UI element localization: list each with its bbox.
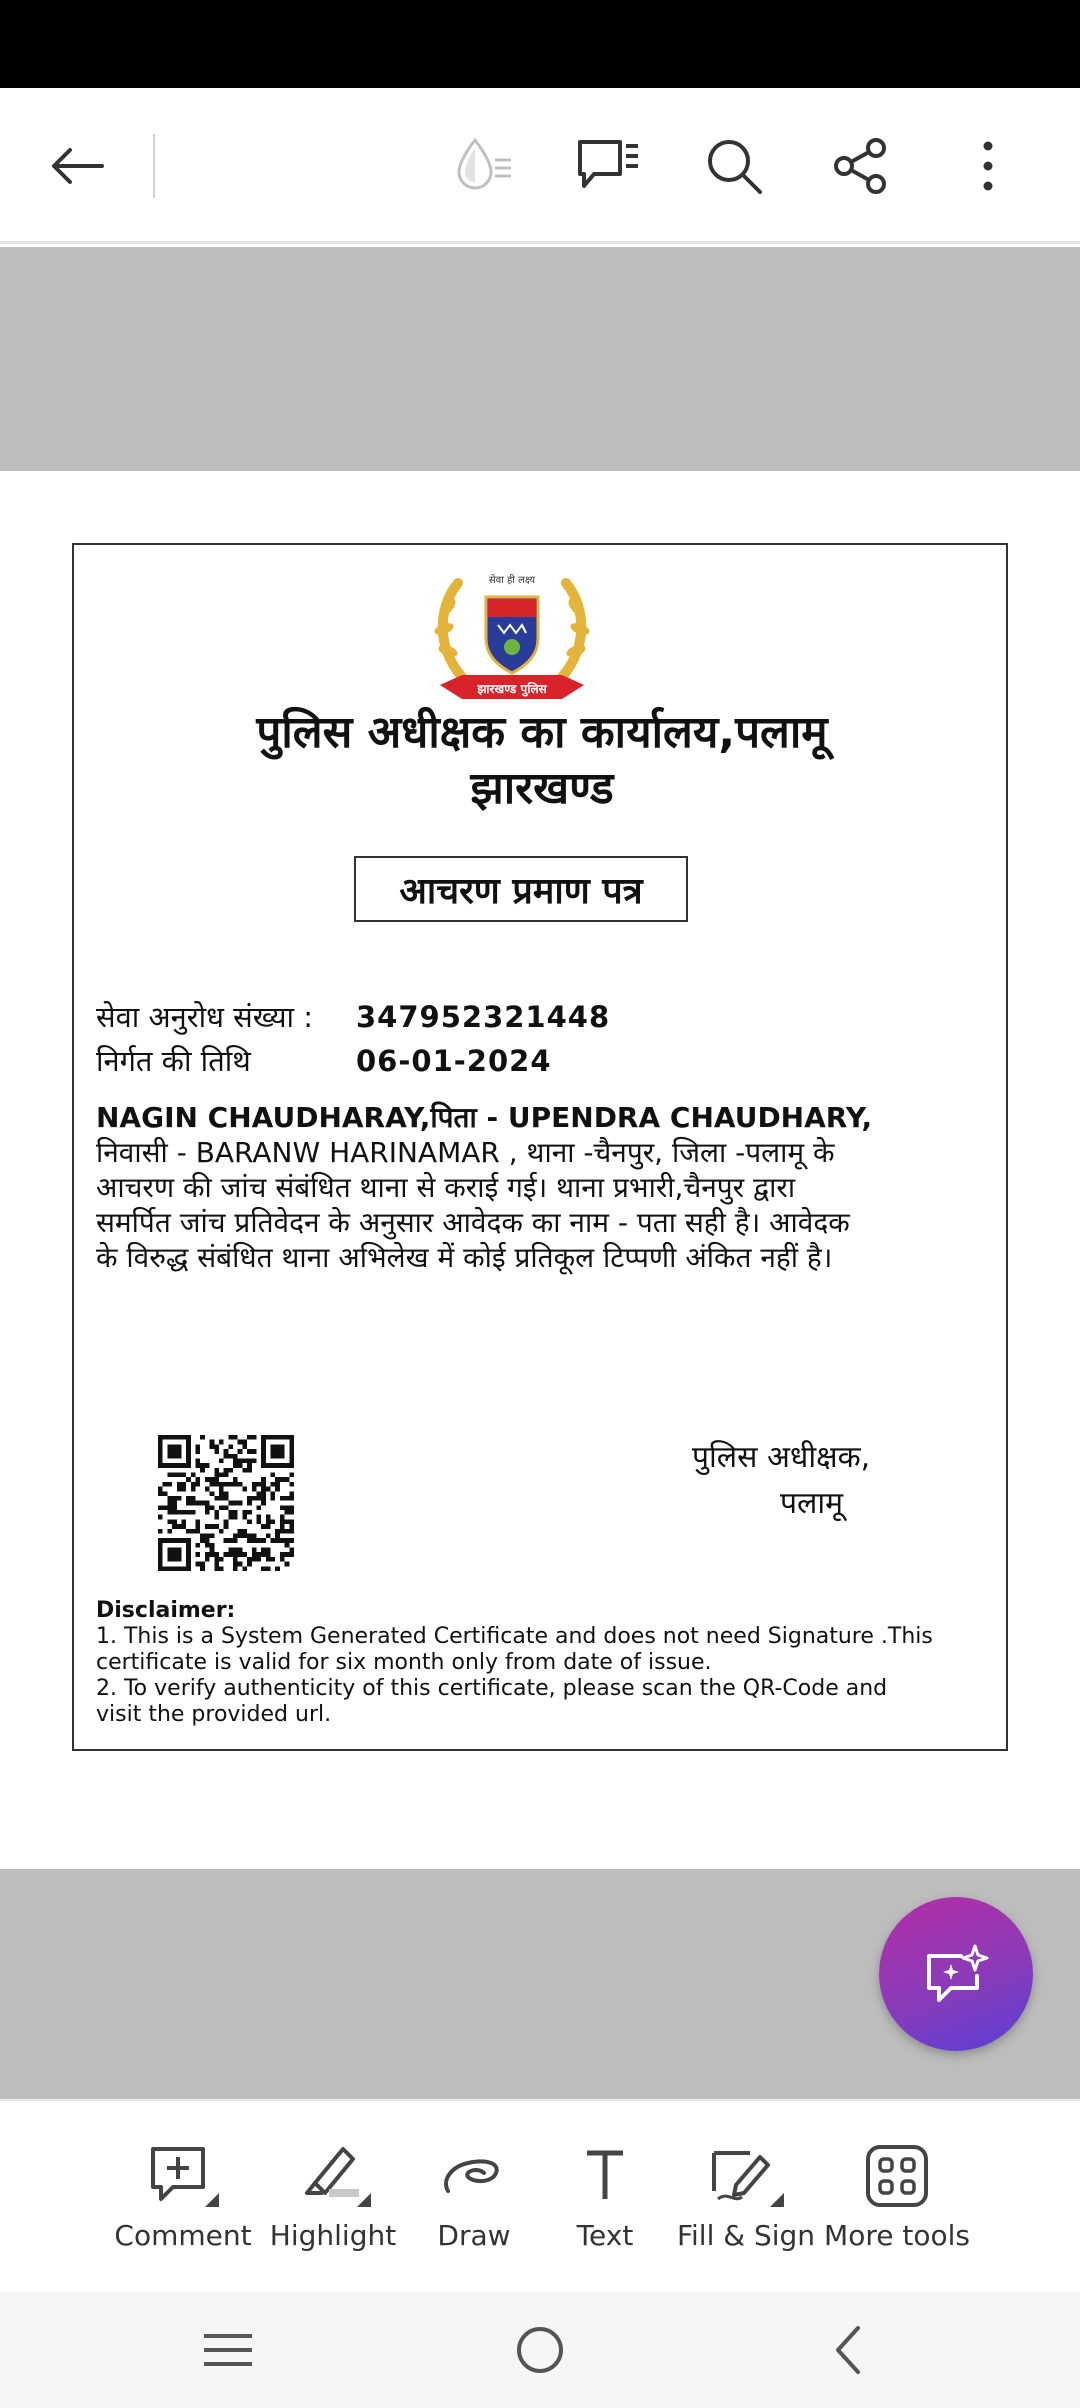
qr-code — [158, 1435, 294, 1571]
police-emblem-icon — [422, 567, 602, 717]
system-nav-bar — [0, 2292, 1080, 2408]
back-nav-icon[interactable] — [803, 2314, 893, 2386]
more-vertical-icon[interactable] — [948, 126, 1028, 206]
share-icon[interactable] — [820, 126, 900, 206]
search-icon[interactable] — [694, 126, 774, 206]
body-line: NAGIN CHAUDHARAY,पिता - UPENDRA CHAUDHARY, — [96, 1101, 873, 1134]
tool-highlight-label: Highlight — [269, 2219, 397, 2252]
tool-draw[interactable] — [399, 2143, 549, 2273]
body-line: के विरुद्ध संबंधित थाना अभिलेख में कोई प्रतिकूल टिप्पणी अंकित नहीं है। — [96, 1241, 833, 1274]
status-bar — [0, 0, 1080, 88]
disclaimer — [96, 1598, 996, 1728]
disclaimer-line: 2. To verify authenticity of this certificate, please scan the QR-Code and — [96, 1676, 888, 1701]
highlighter-icon — [258, 2143, 408, 2209]
tool-more-tools[interactable] — [822, 2143, 972, 2273]
body-line: निवासी - BARANW HARINAMAR , थाना -चैनपुर, जिला -पलामू के — [96, 1136, 835, 1169]
signatory-title: पुलिस अधीक्षक, — [692, 1440, 871, 1475]
tool-more-tools-label: More tools — [824, 2219, 970, 2252]
text-icon — [530, 2143, 680, 2209]
certificate-body — [96, 1100, 996, 1275]
service-request-value: 347952321448 — [356, 1000, 611, 1034]
certificate-title: आचरण प्रमाण पत्र — [354, 856, 688, 922]
toolbar-divider — [153, 134, 155, 198]
signatory — [692, 1435, 870, 1527]
signatory-place: पलामू — [780, 1486, 844, 1521]
draw-icon — [399, 2143, 549, 2209]
issue-date-label: निर्गत की तिथि — [96, 1044, 251, 1078]
tool-text-label: Text — [576, 2219, 634, 2252]
service-request-row — [96, 997, 610, 1036]
fill-sign-icon — [671, 2143, 821, 2209]
disclaimer-line: visit the provided url. — [96, 1702, 332, 1727]
home-icon[interactable] — [495, 2314, 585, 2386]
issue-date-value: 06-01-2024 — [356, 1044, 552, 1078]
disclaimer-line: 1. This is a System Generated Certificate and does not need Signature .This — [96, 1624, 933, 1649]
service-request-label: सेवा अनुरोध संख्या : — [96, 1000, 314, 1034]
body-line: समर्पित जांच प्रतिवेदन के अनुसार आवेदक का नाम - पता सही है। आवेदक — [96, 1206, 850, 1239]
office-title-line2: झारखण्ड — [470, 763, 614, 814]
tool-draw-label: Draw — [437, 2219, 511, 2252]
office-title-line1: पुलिस अधीक्षक का कार्यालय,पलामू — [256, 707, 828, 758]
issue-date-row — [96, 1041, 552, 1080]
liquid-mode-icon[interactable] — [443, 126, 523, 206]
emblem-ribbon-text: झारखण्ड पुलिस — [477, 682, 547, 696]
disclaimer-heading: Disclaimer: — [96, 1598, 236, 1623]
top-toolbar — [0, 88, 1080, 244]
page-gap-top — [0, 247, 1080, 471]
tool-comment-label: Comment — [114, 2219, 252, 2252]
grid-icon — [822, 2143, 972, 2209]
tool-fill-sign-label: Fill & Sign — [676, 2219, 816, 2252]
emblem-top-text: सेवा ही लक्ष्य — [488, 575, 536, 586]
tool-fill-sign[interactable] — [671, 2143, 821, 2273]
tool-highlight[interactable] — [258, 2143, 408, 2273]
body-line: आचरण की जांच संबंधित थाना से कराई गई। थाना प्रभारी,चैनपुर द्वारा — [96, 1171, 796, 1204]
disclaimer-line: certificate is valid for six month only from date of issue. — [96, 1650, 712, 1675]
office-title — [74, 705, 1010, 817]
comments-icon[interactable] — [568, 126, 648, 206]
bottom-tools-bar — [0, 2099, 1080, 2292]
comment-add-icon — [108, 2143, 258, 2209]
certificate — [72, 543, 1008, 1751]
tool-comment[interactable] — [108, 2143, 258, 2273]
recent-apps-icon[interactable] — [183, 2314, 273, 2386]
ai-assistant-button[interactable] — [879, 1897, 1033, 2051]
ai-assistant-icon — [921, 1942, 991, 2006]
back-arrow-icon[interactable] — [36, 126, 116, 206]
tool-text[interactable] — [530, 2143, 680, 2273]
